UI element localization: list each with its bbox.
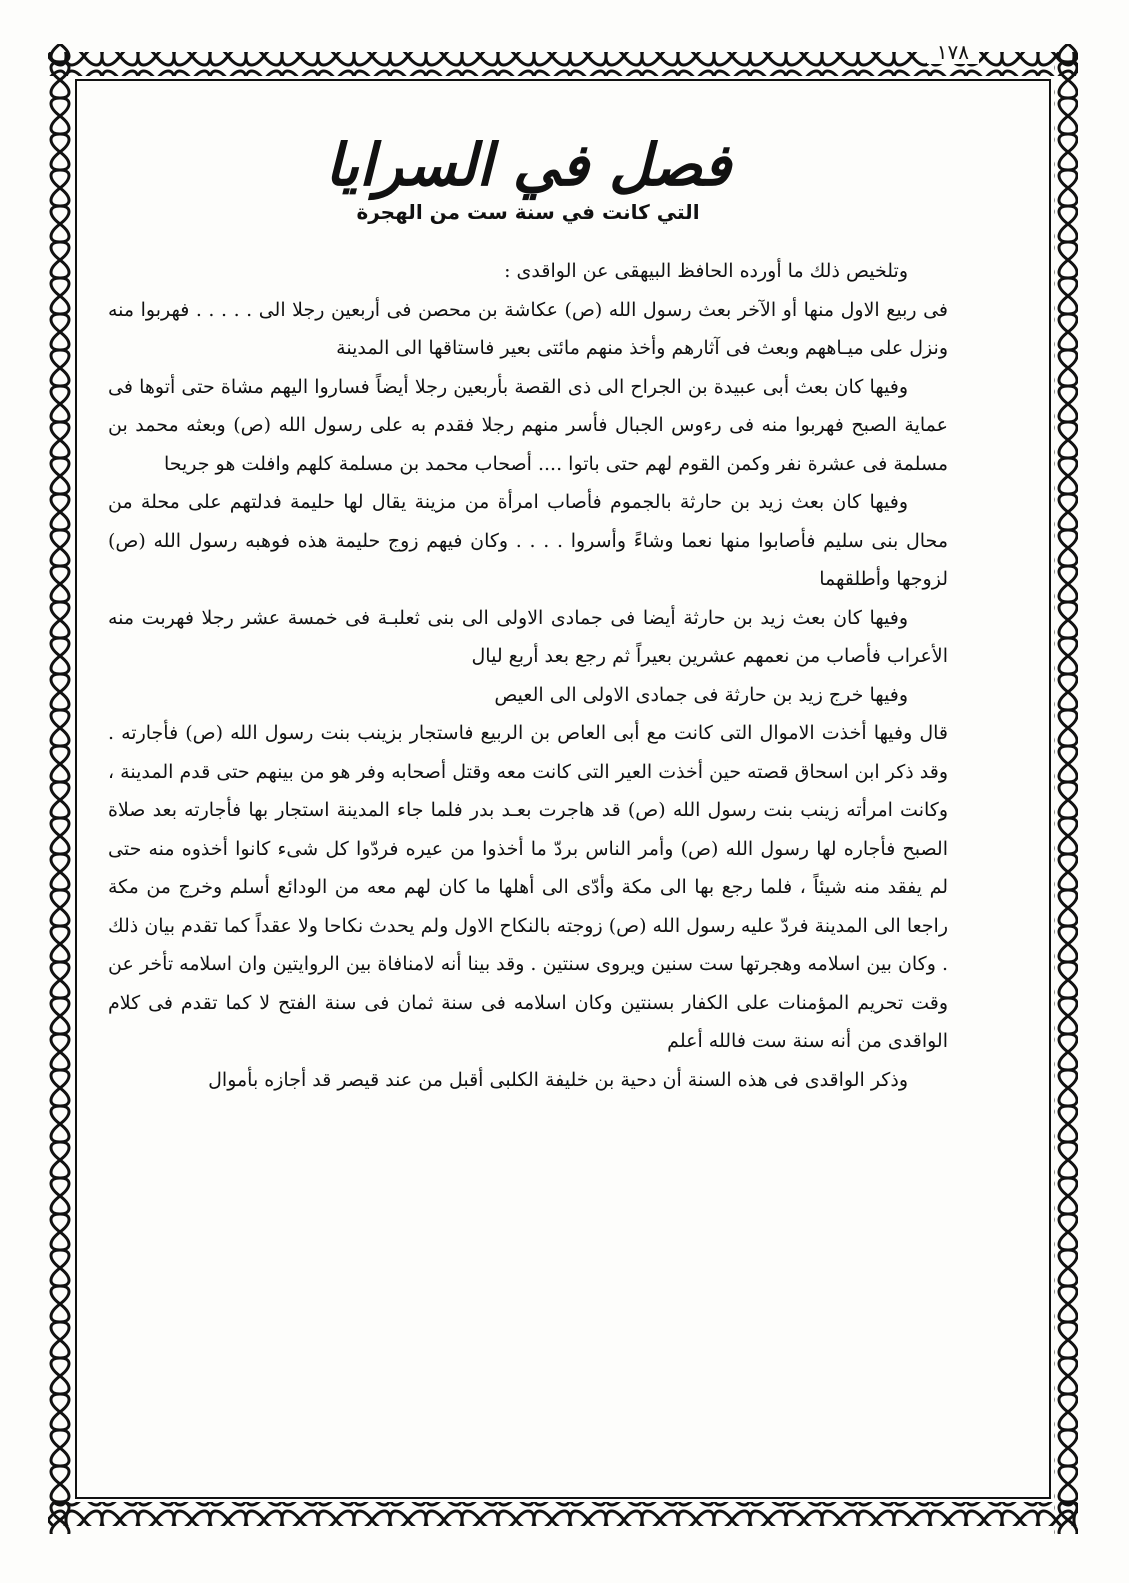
paragraph-zayd-thalaba: وفيها كان بعث زيد بن حارثة أيضا فى جمادى الاولى الى بنى ثعلبـة فى خمسة عشر رجلا فهربت منه الأعراب فأصاب من نعمهم عشرين بعيراً ثم رجع بعد أربع ليال bbox=[108, 606, 948, 667]
chapter-subtitle: التي كانت في سنة ست من الهجرة bbox=[356, 200, 700, 224]
paragraph-abu-al-aas: قال وفيها أخذت الاموال التى كانت مع أبى العاص بن الربيع فاستجار بزينب بنت رسول الله (ص) فأجارته . وقد ذكر ابن اسحاق قصته حين أخذت العير التى كانت معه وقتل أصحابه وفر هو من بينهم حتى قدم المدينة ، وكانت امرأته زينب بنت رسول الله (ص) قد هاجرت بعـد بدر فلما جاء المدينة استجار بها فأجارته بعد صلاة الصبح فأجاره لها رسول الله (ص) وأمر الناس بردّ ما أخذوا من عيره فردّوا كل شىء كانوا أخذوه منه حتى لم يفقد منه شيئاً ، فلما رجع بها الى مكة وأدّى الى أهلها ما كان لهم معه من الودائع أسلم وخرج من مكة راجعا الى المدينة فردّ عليه رسول الله (ص) زوجته بالنكاح الاول ولم يحدث نكاحا ولا عقداً كما تقدم بيان ذلك . وكان بين اسلامه وهجرتها ست سنين ويروى سنتين . وقد بينا أنه لامنافاة بين الروايتين وان اسلامه تأخر عن وقت تحريم المؤمنات على الكفار بسنتين وكان اسلامه فى سنة ثمان فى سنة الفتح لا كما تقدم فى كلام الواقدى من أنه سنة ست فالله أعلم bbox=[108, 722, 948, 1052]
paragraph-zayd-jumum: وفيها كان بعث زيد بن حارثة بالجموم فأصاب امرأة من مزينة يقال لها حليمة فدلتهم على محلة من محال بنى سليم فأصابوا منها نعما وشاءً وأسروا . . . . وكان فيهم زوج حليمة هذه فوهبه رسول الله (ص) لزوجها وأطلقهما bbox=[108, 491, 948, 590]
paragraph-intro: وتلخيص ذلك ما أورده الحافظ البيهقى عن الواقدى : bbox=[504, 260, 908, 282]
page-number: ١٧٨ bbox=[927, 40, 979, 64]
paragraph-abu-ubayda: وفيها كان بعث أبى عبيدة بن الجراح الى ذى القصة بأربعين رجلا أيضاً فساروا اليهم مشاة حتى أتوها فى عماية الصبح فهربوا منه فى رءوس الجبال فأسر منهم رجلا فقدم به على رسول الله (ص) وبعثه محمد بن مسلمة فى عشرة نفر وكمن القوم لهم حتى باتوا .... أصحاب محمد بن مسلمة كلهم وافلت هو جريحا bbox=[108, 375, 948, 475]
chapter-title: فصل في السرايا bbox=[325, 131, 731, 199]
paragraph-okasha: فى ربيع الاول منها أو الآخر بعث رسول الله (ص) عكاشة بن محصن فى أربعين رجلا الى . . . . . فهربوا منه ونزل على ميـاههم وبعث فى آثارهم وأخذ منهم مائتى بعير فاستاقها الى المدينة bbox=[108, 298, 948, 359]
paragraph-zayd-ees: وفيها خرج زيد بن حارثة فى جمادى الاولى الى العيص bbox=[494, 683, 908, 706]
paragraph-dihya: وذكر الواقدى فى هذه السنة أن دحية بن خليفة الكلبى أقبل من عند قيصر قد أجازه بأموال bbox=[208, 1068, 908, 1091]
page-content bbox=[108, 120, 948, 1099]
